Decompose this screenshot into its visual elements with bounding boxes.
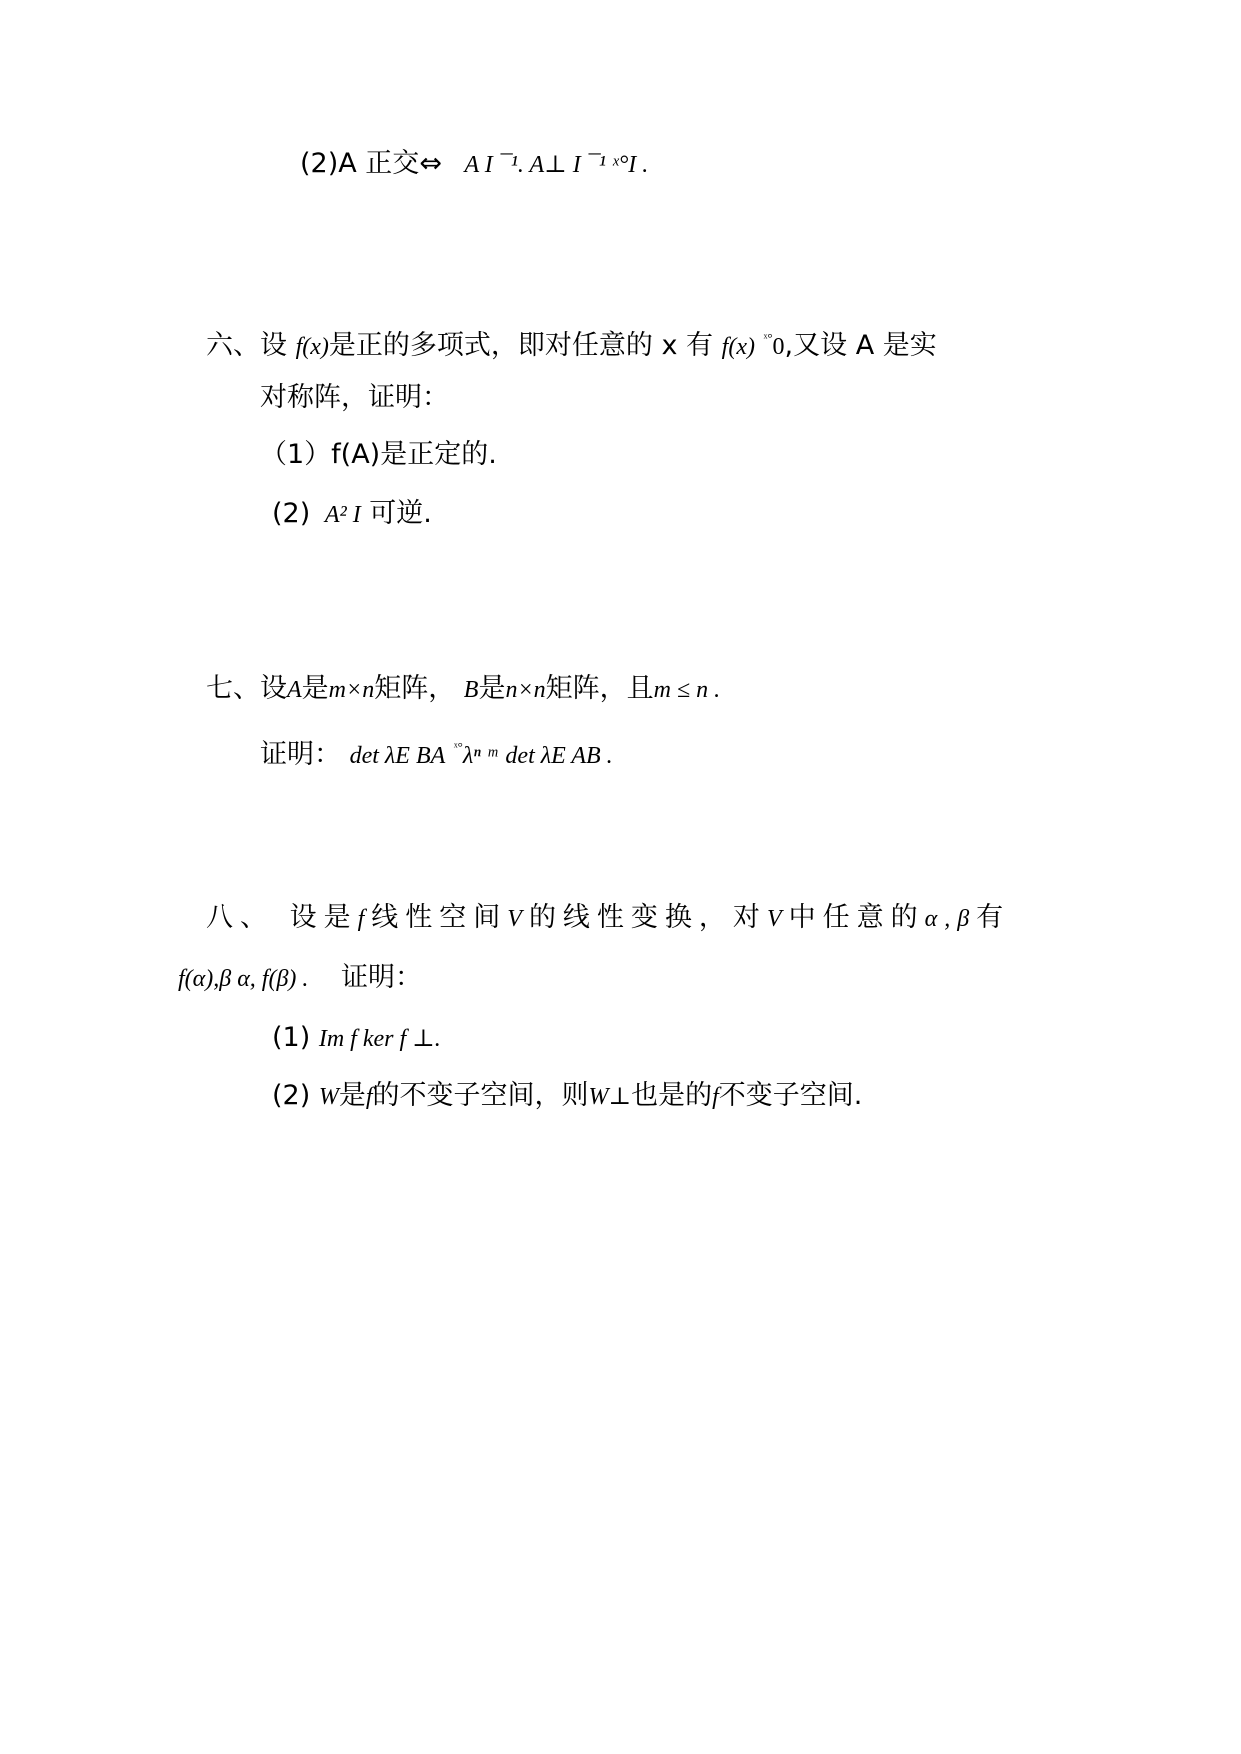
q8-alpha-beta: α,β <box>924 906 977 932</box>
q7-proof-mid: λⁿ ᵐ <box>462 743 497 769</box>
q5-item2-label: (2)A 正交⇔ <box>300 148 442 179</box>
q8-text-a: 设是 <box>289 902 358 933</box>
q6-item2-formula: A² I <box>324 502 361 528</box>
q7-A: A <box>287 677 302 703</box>
q8-line2 <box>178 960 422 997</box>
q8-item2-W: W <box>318 1084 339 1110</box>
q7-number: 七、 <box>206 673 260 704</box>
q7-eq-symbol: ˣ° <box>453 739 463 754</box>
q8-item2-f2: f <box>712 1084 719 1110</box>
q6-number: 六、 <box>206 330 260 361</box>
q8-V2: V <box>766 906 789 932</box>
q7-proof-right: det λE AB . <box>505 743 613 769</box>
q6-text-c: ,又设 A 是实 <box>784 330 937 361</box>
q6-line2 <box>260 380 449 416</box>
q8-item1-label: (1) <box>272 1022 311 1053</box>
q7-mxn: m×n <box>328 677 375 703</box>
q6-gt-symbol: ˣ° <box>763 330 773 345</box>
q8-text-d: 中任意的 <box>788 902 925 933</box>
q7-proof-left: det λE BA <box>349 743 446 769</box>
q6-zero: 0 <box>772 334 785 360</box>
q7-text-e: 矩阵，且 <box>545 673 654 704</box>
q6-line1 <box>206 320 937 365</box>
q8-item2 <box>272 1078 862 1115</box>
q6-item1-text: （1）f(A)是正定的. <box>260 439 497 470</box>
q6-fx2: f(x) <box>721 334 755 360</box>
q8-number: 八、 <box>206 902 274 933</box>
q7-nxn: n×n <box>505 677 546 703</box>
q7-B: B <box>463 677 479 703</box>
q7-text-c: 矩阵， <box>374 673 456 704</box>
q6-item2 <box>272 496 432 533</box>
q8-text-b: 线性空间 <box>371 902 508 933</box>
q6-fx: f(x) <box>295 334 329 360</box>
q8-item2-f: f <box>365 1084 373 1110</box>
q8-text-e: 有 <box>976 902 1011 933</box>
q6-item2-label: (2) <box>272 498 311 529</box>
q8-V: V <box>507 906 529 932</box>
q7-proof-label: 证明： <box>260 739 341 770</box>
q8-f: f <box>357 906 372 932</box>
q6-line2-text: 对称阵，证明： <box>260 382 449 413</box>
q8-inner-product-formula: f(α),β α, f(β) . <box>178 966 309 992</box>
q8-item1-formula: Im f ker f ⊥. <box>318 1026 441 1052</box>
q7-text-b: 是 <box>301 673 329 704</box>
q8-item2-text-b: 的不变子空间，则 <box>372 1080 589 1111</box>
q8-line1 <box>206 900 1010 937</box>
q7-line1 <box>206 671 720 708</box>
q7-text-a: 设 <box>260 673 287 704</box>
q6-item1 <box>260 437 497 473</box>
q5-item2 <box>300 146 648 183</box>
q6-item2-tail: 可逆. <box>369 498 432 529</box>
q6-text-a: 设 <box>260 330 287 361</box>
q5-item2-formula: A I ¯¹. A⊥ I ¯¹ ˣ°I . <box>464 152 649 178</box>
q8-item2-text-c: 也是的 <box>631 1080 713 1111</box>
q8-item2-text-a: 是 <box>338 1080 366 1111</box>
q8-item2-text-d: 不变子空间. <box>718 1080 863 1111</box>
q6-text-b: 是正的多项式，即对任意的 x 有 <box>328 330 714 361</box>
q7-text-d: 是 <box>478 673 506 704</box>
q7-condition: m ≤ n . <box>653 677 721 703</box>
q8-item2-W-perp: W⊥ <box>588 1084 632 1110</box>
q7-proof <box>260 729 613 774</box>
q8-item2-label: (2) <box>272 1080 311 1111</box>
q8-proof-label: 证明： <box>341 962 422 993</box>
q8-text-c: 的线性变换，对 <box>528 902 767 933</box>
q8-item1 <box>272 1020 441 1057</box>
